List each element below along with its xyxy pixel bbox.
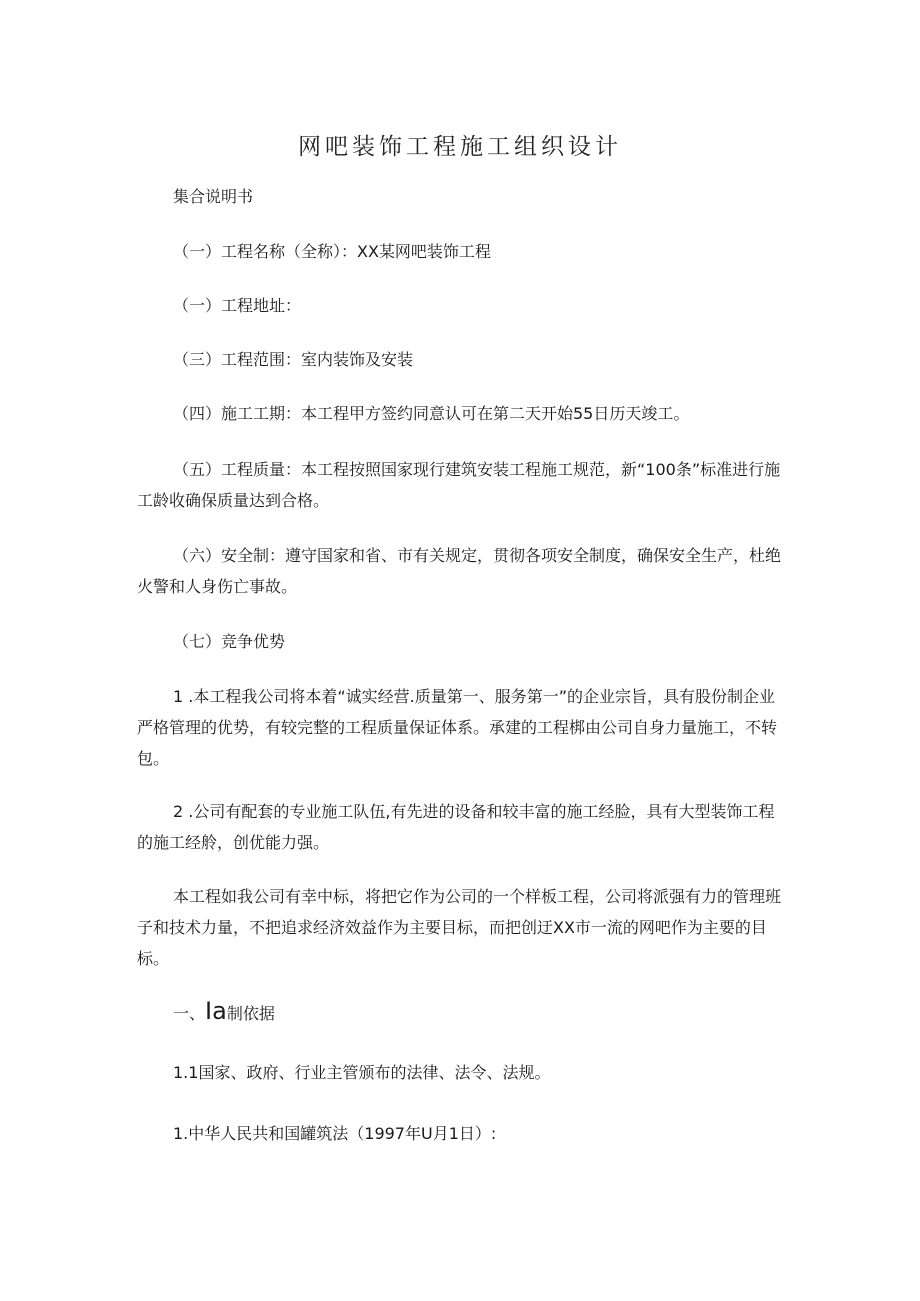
- advantage-point-2: 2 .公司有配套的专业施工队伍,有先进的设备和较丰富的施工经脸，具有大型装饰工程的施工经舲，创优能力强。: [137, 802, 775, 852]
- item-project-scope: （三）工程范围：室内装饰及安装: [173, 350, 414, 369]
- advantage-point-1: 1 .本工程我公司将本着“诚实经营.质量第一、服务第一”的企业宗旨，具有股份制企业严格管理的优势，有较完整的工程质量保证体系。承建的工程梆由公司自身力量施工，不转包。: [137, 687, 778, 768]
- item-project-name: （一）工程名称（全称）：XX某网吧装饰工程: [173, 242, 491, 261]
- subtitle: 集合说明书: [173, 187, 254, 206]
- item-project-quality: （五）工程质量：本工程按照国家现行建筑安装工程施工规范，新“100条”标准进行施工龄收确保质量达到合格。: [137, 460, 781, 510]
- basis-1-1: 1.1国家、政府、行业主管颁布的法律、法令、法规。: [173, 1063, 551, 1082]
- basis-1: 1.中华人民共和国罐筑法（1997年U月1日）:: [173, 1124, 497, 1143]
- section-heading: 一、Ia制依据: [173, 997, 275, 1025]
- item-safety: （六）安全制：遵守国家和省、市有关规定，贯彻各项安全制度，确保安全生产，杜绝火警和人身伤亡事故。: [137, 546, 782, 596]
- item-construction-period: （四）施工工期：本工程甲方签约同意认可在第二天开始55日历天竣工。: [173, 404, 690, 423]
- document-title: 网吧装饰工程施工组织设计: [298, 134, 622, 160]
- item-project-address: （一）工程地址：: [173, 296, 302, 315]
- commitment-paragraph: 本工程如我公司有幸中标，将把它作为公司的一个样板工程，公司将派强有力的管理班子和技术力量，不把追求经济效益作为主要目标，而把创迂XX市一流的网吧作为主要的目标。: [137, 887, 782, 968]
- item-competitive-advantage: （七）竞争优势: [173, 632, 286, 651]
